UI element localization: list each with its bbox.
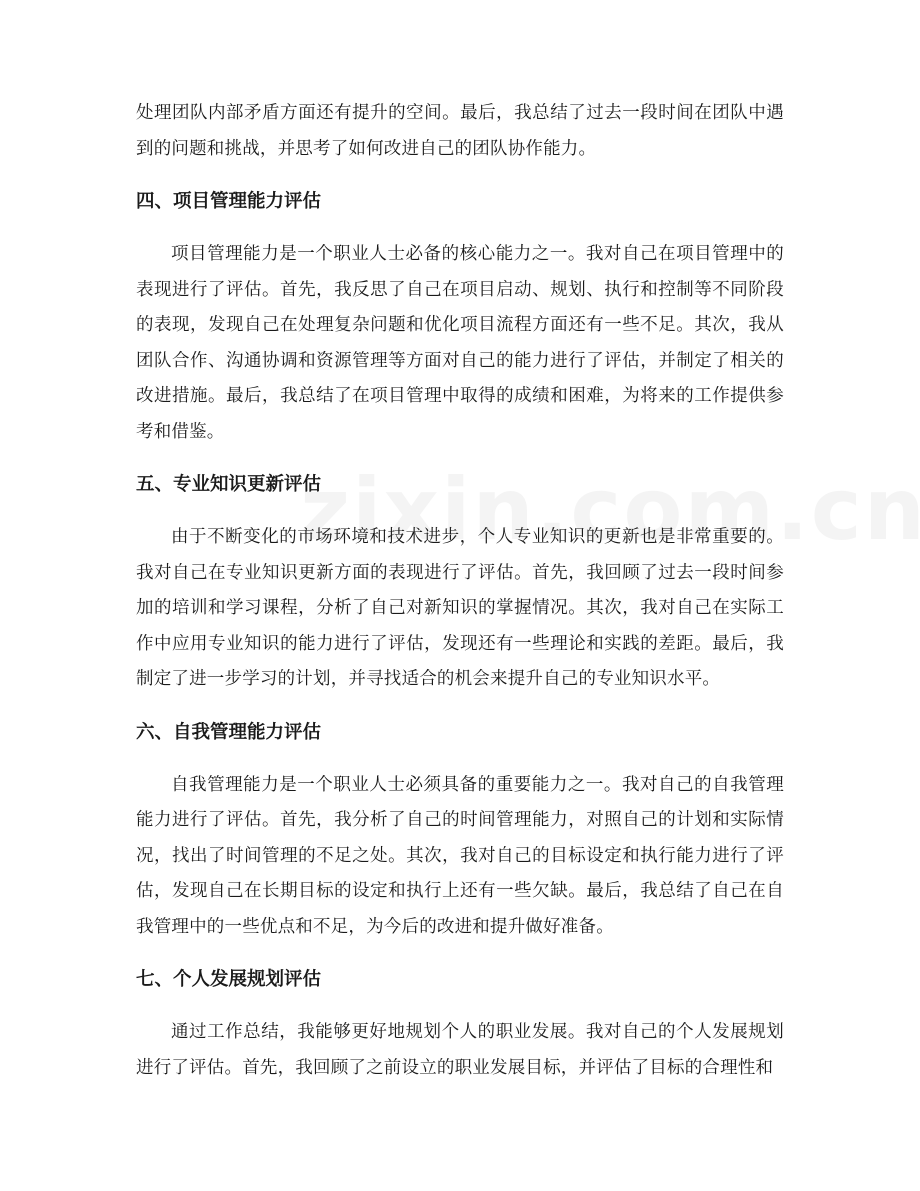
section-heading-self-management: 六、自我管理能力评估 xyxy=(136,721,322,743)
section-heading-knowledge-update: 五、专业知识更新评估 xyxy=(136,474,322,495)
paragraph-project-management: 项目管理能力是一个职业人士必备的核心能力之一。我对自己在项目管理中的表现进行了评估。首先，我反思了自己在项目启动、规划、执行和控制等不同阶段的表现，发现自己在处理复杂问题和优化项目流程方面还有一些不足。其次，我从团队合作、沟通协调和资源管理等方面对自己的能力进行了评估，并制定了相关的改进措施。最后，我总结了在项目管理中取得的成绩和困难，为将来的工作提供参考和借鉴。 xyxy=(136,244,784,442)
paragraph-self-management: 自我管理能力是一个职业人士必须具备的重要能力之一。我对自己的自我管理能力进行了评估。首先，我分析了自己的时间管理能力，对照自己的计划和实际情况，找出了时间管理的不足之处。其次，我对自己的目标设定和执行能力进行了评估，发现自己在长期目标的设定和执行上还有一些欠缺。最后，我总结了自己在自我管理中的一些优点和不足，为今后的改进和提升做好准备。 xyxy=(136,774,784,937)
paragraph-continuation: 处理团队内部矛盾方面还有提升的空间。最后，我总结了过去一段时间在团队中遇到的问题和挑战，并思考了如何改进自己的团队协作能力。 xyxy=(136,103,784,159)
paragraph-development-plan: 通过工作总结，我能够更好地规划个人的职业发展。我对自己的个人发展规划进行了评估。首先，我回顾了之前设立的职业发展目标，并评估了目标的合理性和 xyxy=(136,1022,784,1078)
section-heading-project-management: 四、项目管理能力评估 xyxy=(136,191,322,212)
paragraph-knowledge-update: 由于不断变化的市场环境和技术进步，个人专业知识的更新也是非常重要的。我对自己在专业知识更新方面的表现进行了评估。首先，我回顾了过去一段时间参加的培训和学习课程，分析了自己对新知识的掌握情况。其次，我对自己在实际工作中应用专业知识的能力进行了评估，发现还有一些理论和实践的差距。最后，我制定了进一步学习的计划，并寻找适合的机会来提升自己的专业知识水平。 xyxy=(136,527,784,689)
document-body xyxy=(136,96,784,1086)
section-heading-development-plan: 七、个人发展规划评估 xyxy=(136,969,322,990)
